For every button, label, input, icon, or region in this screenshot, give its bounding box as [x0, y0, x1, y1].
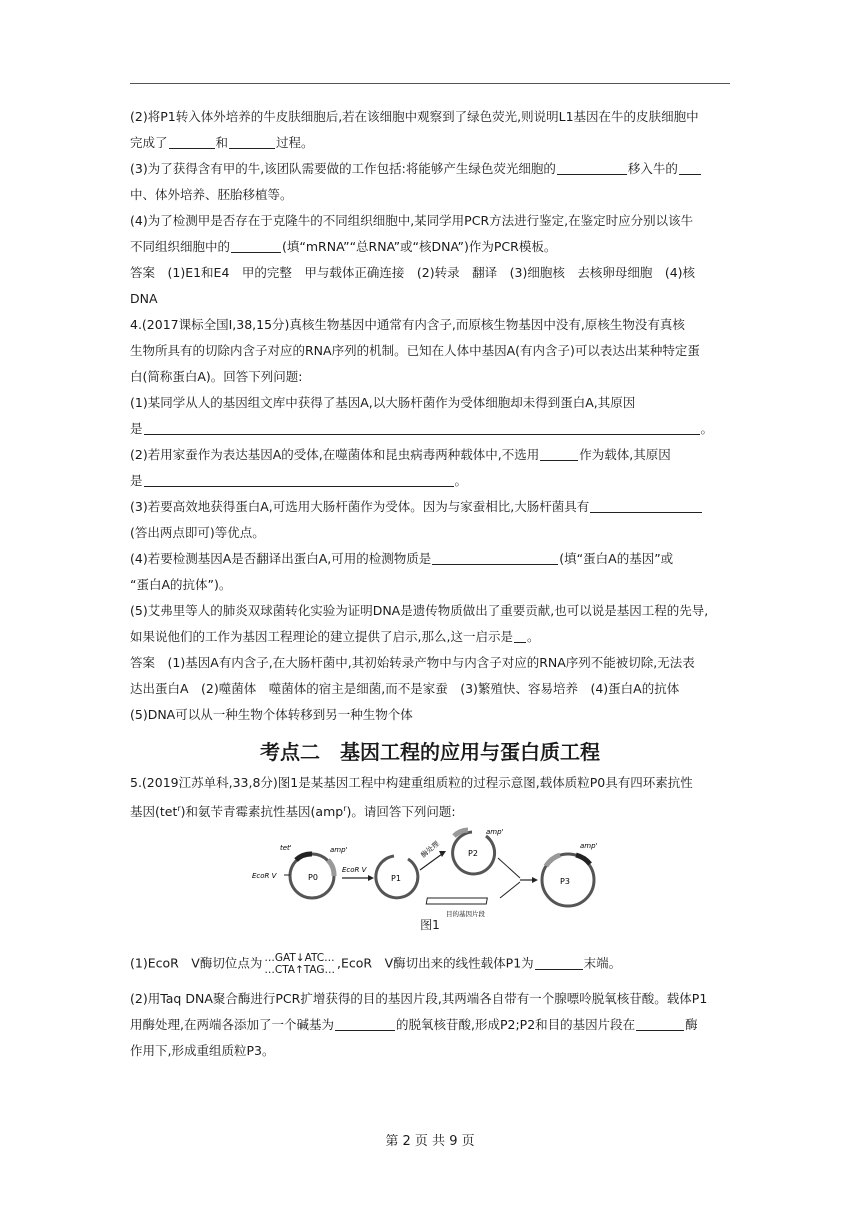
q5-part1 [130, 952, 621, 976]
text: 。 [700, 421, 714, 436]
label-p2: P2 [468, 849, 478, 858]
text: (3)若要高效地获得蛋白A,可选用大肠杆菌作为受体。因为与家蚕相比,大肠杆菌具有 [130, 499, 590, 514]
q5-part2-line2 [130, 1016, 698, 1034]
q4-answer-line2: 达出蛋白A (2)噬菌体 噬菌体的宿主是细菌,而不是家蚕 (3)繁殖快、容易培养 (4)蛋白A的抗体 [130, 681, 680, 696]
label-fragment: 目的基因片段 [446, 910, 485, 918]
q3-part4-line2 [130, 238, 556, 256]
answer-blank [590, 500, 702, 513]
text: 用酶处理,在两端各添加了一个碱基为 [130, 1017, 334, 1032]
answer-blank [540, 448, 578, 461]
text: (3)为了获得含有甲的牛,该团队需要做的工作包括:将能够产生绿色荧光细胞的 [130, 161, 556, 176]
text: (4)若要检测基因A是否翻译出蛋白A,可用的检测物质是 [130, 551, 432, 566]
q3-part3-line2: 中、体外培养、胚胎移植等。 [130, 187, 293, 202]
text: 。 [454, 473, 468, 488]
arrowhead-1 [368, 875, 374, 881]
section-title: 考点二 基因工程的应用与蛋白质工程 [260, 740, 600, 764]
label-ecorv-site: EcoR V [252, 872, 277, 880]
p3-amp-segment [576, 855, 590, 864]
superscript: r [177, 804, 181, 813]
label-amp: amp' [330, 846, 348, 854]
text: 。 [526, 629, 540, 644]
header-rule [130, 83, 730, 84]
sequence-top: …GAT↓ATC… [264, 952, 335, 964]
text: 作为载体,其原因 [579, 447, 671, 462]
q4-stem-line2: 生物所具有的切除内含子对应的RNA序列的机制。已知在人体中基因A(有内含子)可以表达出某种特定蛋 [130, 343, 700, 358]
text: 移入牛的 [627, 161, 678, 176]
label-amp-p3: amp' [580, 842, 598, 850]
text: (2)若用家蚕作为表达基因A的受体,在噬菌体和昆虫病毒两种载体中,不选用 [130, 447, 540, 462]
q4-part1-line2 [130, 420, 713, 438]
q5-stem-line1: 5.(2019江苏单科,33,8分)图1是某基因工程中构建重组质粒的过程示意图,载体质粒P0具有四环素抗性 [130, 775, 693, 790]
text: 完成了 [130, 135, 168, 150]
answer-blank [514, 630, 526, 643]
label-p1: P1 [391, 874, 401, 883]
q5-part2-line1: (2)用Taq DNA聚合酶进行PCR扩增获得的目的基因片段,其两端各自带有一个腺嘌呤脱氧核苷酸。载体P1 [130, 991, 708, 1006]
answer-blank [679, 162, 701, 175]
label-p0: P0 [308, 873, 318, 882]
q4-part4-line2: “蛋白A的抗体”)。 [130, 577, 232, 592]
q4-part5-line2 [130, 628, 539, 646]
text: 是 [130, 473, 143, 488]
q5-part2-line3: 作用下,形成重组质粒P3。 [130, 1043, 275, 1058]
q4-stem-line3: 白(简称蛋白A)。回答下列问题: [130, 369, 303, 384]
answer-blank [636, 1018, 684, 1031]
q4-stem-line1: 4.(2017课标全国Ⅰ,38,15分)真核生物基因中通常有内含子,而原核生物基因中没有,原核生物没有真核 [130, 317, 685, 332]
q4-part3-line1 [130, 498, 703, 516]
q3-answer-line1: 答案 (1)E1和E4 甲的完整 甲与载体正确连接 (2)转录 翻译 (3)细胞核 去核卵母细胞 (4)核 [130, 265, 696, 280]
sequence-bottom: …CTA↑TAG… [264, 964, 336, 976]
figure-caption: 图1 [420, 918, 440, 932]
label-amp-p2: amp' [486, 828, 504, 836]
q4-part1-line1: (1)某同学从人的基因组文库中获得了基因A,以大肠杆菌作为受体细胞却未得到蛋白A,其原因 [130, 395, 636, 410]
arrowhead-3 [532, 877, 538, 883]
arrow-3a [498, 858, 520, 878]
text: 不同组织细胞中的 [130, 239, 231, 254]
q3-part3-line1 [130, 160, 702, 178]
answer-blank [229, 136, 275, 149]
text: 酶 [685, 1017, 698, 1032]
text: (填“蛋白A的基因”或 [559, 551, 674, 566]
cut-site-sequence [264, 952, 335, 976]
p3-insert-segment [546, 855, 560, 866]
target-gene-fragment [426, 898, 487, 904]
answer-blank [535, 957, 583, 970]
answer-blank [231, 240, 281, 253]
q3-part2-line1: (2)将P1转入体外培养的牛皮肤细胞后,若在该细胞中观察到了绿色荧光,则说明L1基因在牛的皮肤细胞中 [130, 109, 699, 124]
label-p3: P3 [560, 877, 570, 886]
text: ,EcoR V酶切出来的线性载体P1为 [337, 955, 534, 971]
text: 末端。 [583, 955, 622, 971]
label-ecorv-arrow: EcoR V [342, 866, 367, 874]
page-footer: 第 2 页 共 9 页 [385, 1134, 475, 1149]
label-enzyme: 酶处理 [419, 839, 441, 860]
label-tet: tet' [280, 844, 292, 852]
text: (填“mRNA”“总RNA”或“核DNA”)作为PCR模板。 [282, 239, 557, 254]
text: 如果说他们的工作为基因工程理论的建立提供了启示,那么,这一启示是 [130, 629, 513, 644]
q4-part3-line2: (答出两点即可)等优点。 [130, 525, 265, 540]
text: 过程。 [276, 135, 314, 150]
answer-blank [169, 136, 215, 149]
answer-blank [144, 422, 700, 435]
tet-gene-segment [296, 854, 312, 860]
q3-part4-line1: (4)为了检测甲是否存在于克隆牛的不同组织细胞中,某同学用PCR方法进行鉴定,在鉴定时应分别以该牛 [130, 213, 694, 228]
q5-stem-line2 [130, 800, 456, 821]
q4-part5-line1: (5)艾弗里等人的肺炎双球菌转化实验为证明DNA是遗传物质做出了重要贡献,也可以说是基因工程的先导, [130, 603, 709, 618]
text: 和 [215, 135, 229, 150]
q4-answer-line3: (5)DNA可以从一种生物个体转移到另一种生物个体 [130, 707, 413, 722]
q4-part2-line2 [130, 472, 467, 490]
amp-gene-segment [328, 860, 334, 876]
text: 是 [130, 421, 143, 436]
q4-answer-line1: 答案 (1)基因A有内含子,在大肠杆菌中,其初始转录产物中与内含子对应的RNA序列不能被切除,无法表 [130, 655, 695, 670]
answer-blank [144, 474, 454, 487]
answer-blank [557, 162, 627, 175]
answer-blank [335, 1018, 395, 1031]
q3-answer-line2: DNA [130, 291, 158, 306]
q4-part2-line1 [130, 446, 671, 464]
superscript: r [343, 804, 347, 813]
q4-part4-line1 [130, 550, 673, 568]
text: 基因(tet [130, 804, 178, 820]
text: )。请回答下列问题: [346, 804, 456, 820]
arrow-3b [500, 882, 520, 898]
text: (1)EcoR V酶切位点为 [130, 955, 263, 971]
text: 的脱氧核苷酸,形成P2;P2和目的基因片段在 [395, 1017, 636, 1032]
answer-blank [432, 552, 558, 565]
text: )和氨苄青霉素抗性基因(amp [180, 804, 344, 820]
q3-part2-line2 [130, 134, 314, 152]
